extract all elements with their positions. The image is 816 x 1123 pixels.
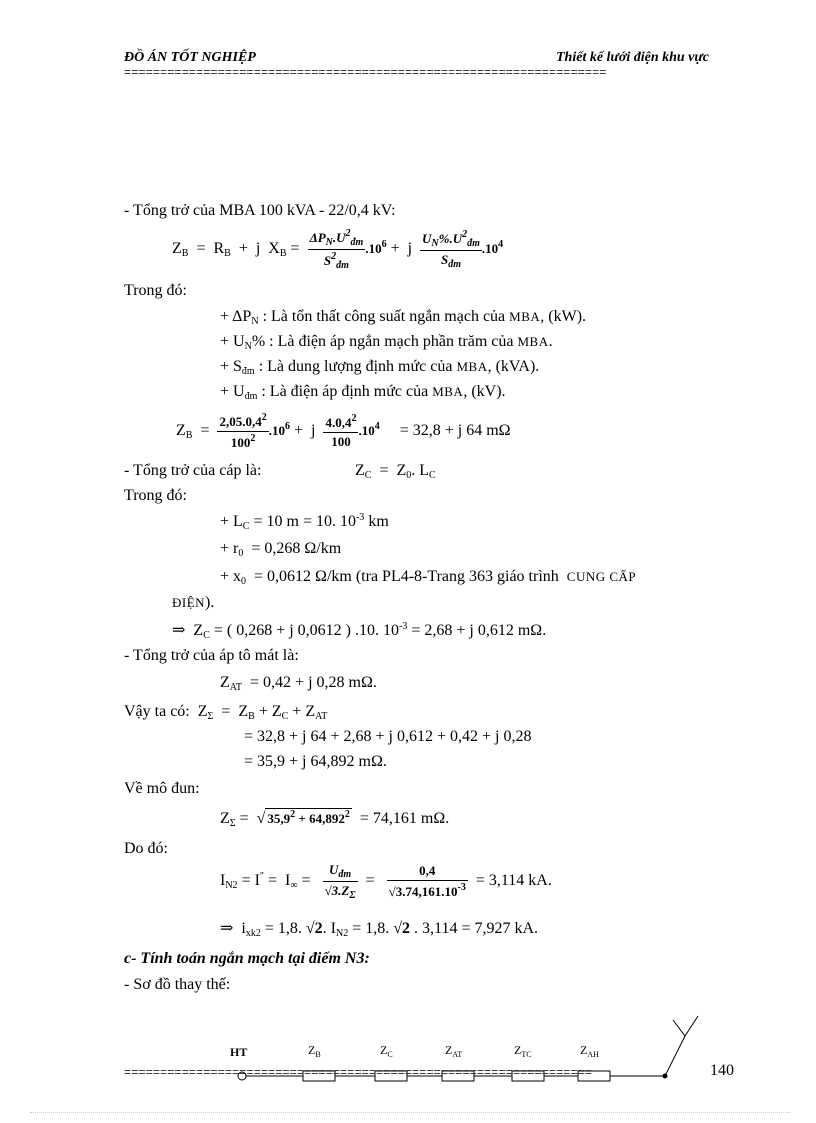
item-r0: + $r_0 = 0,268$ Ω/km [220,540,342,559]
item-x0: + $x_0 = 0,0612$ Ω/km (tra PL4-8-Trang 363 giáo trình CUNG CẤP [220,568,637,587]
page-number: 140 [710,1062,734,1079]
diagram-label-ht: HT [230,1045,248,1059]
bottom-dotted-border [30,1112,790,1113]
formula-zb: $Z_B = R_B + j$ $X_B$ = $\frac{\Delta P_N.U^2_{đm}}{S^2_{đm}}$ $.10^6 + j$ $\frac{U_N\%.U^2_{đm}}{S_{đm}}$ $.10^4$ [172,228,504,271]
sum-line-3: = 35,9 + j 64,892 mΩ. [244,753,387,770]
in2-formula: $I_{N2} = I^" = I_\infty$ = $\frac{U_{đm}}{√3.Z_\Sigma}$ = $\frac{0,4}{√3.74,161.10^{-3}}$ = 3,114 kA. [220,862,552,901]
sum-line-2: = 32,8 + j 64 + 2,68 + j 0,612 + 0,42 + j 0,28 [244,728,532,745]
diagram-label-ztc: $Z_{TC}$ [514,1043,532,1059]
header-rule: =================================================================== [124,66,607,80]
diagram-label-zat: $Z_{AT}$ [445,1043,463,1059]
item-sdm: + $S_{đm}$ : Là dung lượng định mức của MBA, (kVA). [220,358,540,377]
zc-result: ⇒ $Z_C$ = ( 0,268 + j 0,0612 ) .10. $10^{-3} = 2,68 + j$ 0,612 mΩ. [172,621,547,641]
footer-rule: ================================================================= [124,1066,593,1080]
item-un: + $U_N\%$ : Là điện áp ngắn mạch phần trăm của MBA. [220,333,553,352]
sum-line-1: Vậy ta có: $Z_\Sigma = Z_B + Z_C + Z_{AT}$ [124,703,328,722]
cable-formula: $Z_C = Z_0$. $L_C$ [355,462,436,481]
ixk-formula: ⇒ $i_{xk2} = 1,8$. √2. $I_{N2} = 1,8$. √2 . 3,114 = 7,927 kA. [220,920,539,939]
zat-value: $Z_{AT} = 0,42 + j$ 0,28 mΩ. [220,674,377,693]
label-so-do: - Sơ đồ thay thế: [124,976,231,993]
label-do-do: Do đó: [124,840,168,857]
item-delta-pn: + $\Delta P_N$ : Là tổn thất công suất ngắn mạch của MBA, (kW). [220,308,587,327]
section-heading-n3: c- Tính toán ngắn mạch tại điểm N3: [124,950,370,967]
modulus-formula: $Z_\Sigma$ = √ $35,9^2 + 64,892^2 = 74,161$ mΩ. [220,809,450,829]
item-x0-cont: ĐIỆN). [172,594,215,611]
label-trong-do-2: Trong đó: [124,487,187,504]
diagram-label-zah: $Z_{AH}$ [580,1043,599,1059]
diagram-label-zc: $Z_C$ [380,1043,393,1059]
item-udm: + $U_{đm}$ : Là điện áp định mức của MBA, (kV). [220,383,506,402]
header-left: ĐỒ ÁN TỐT NGHIỆP [124,50,256,65]
modulus-title: Về mô đun: [124,780,200,797]
cable-title: - Tổng trở của cáp là: [124,462,262,479]
label-trong-do-1: Trong đó: [124,282,187,299]
line-mba-impedance: - Tổng trở của MBA 100 kVA - 22/0,4 kV: [124,202,396,219]
at-title: - Tổng trở của áp tô mát là: [124,647,299,664]
formula-zb-value: $Z_B$ = $\frac{2,05.0,4^2}{100^2}$ $.10^6 + j$ $\frac{4.0,4^2}{100}$ $.10^4$ = 32,8 + j 64 mΩ [176,412,511,450]
item-lc: + $L_C = 10$ m = 10. $10^{-3}$ km [220,512,389,532]
diagram-label-zb: $Z_B$ [308,1043,321,1059]
header-right: Thiết kế lưới điện khu vực [556,50,710,65]
